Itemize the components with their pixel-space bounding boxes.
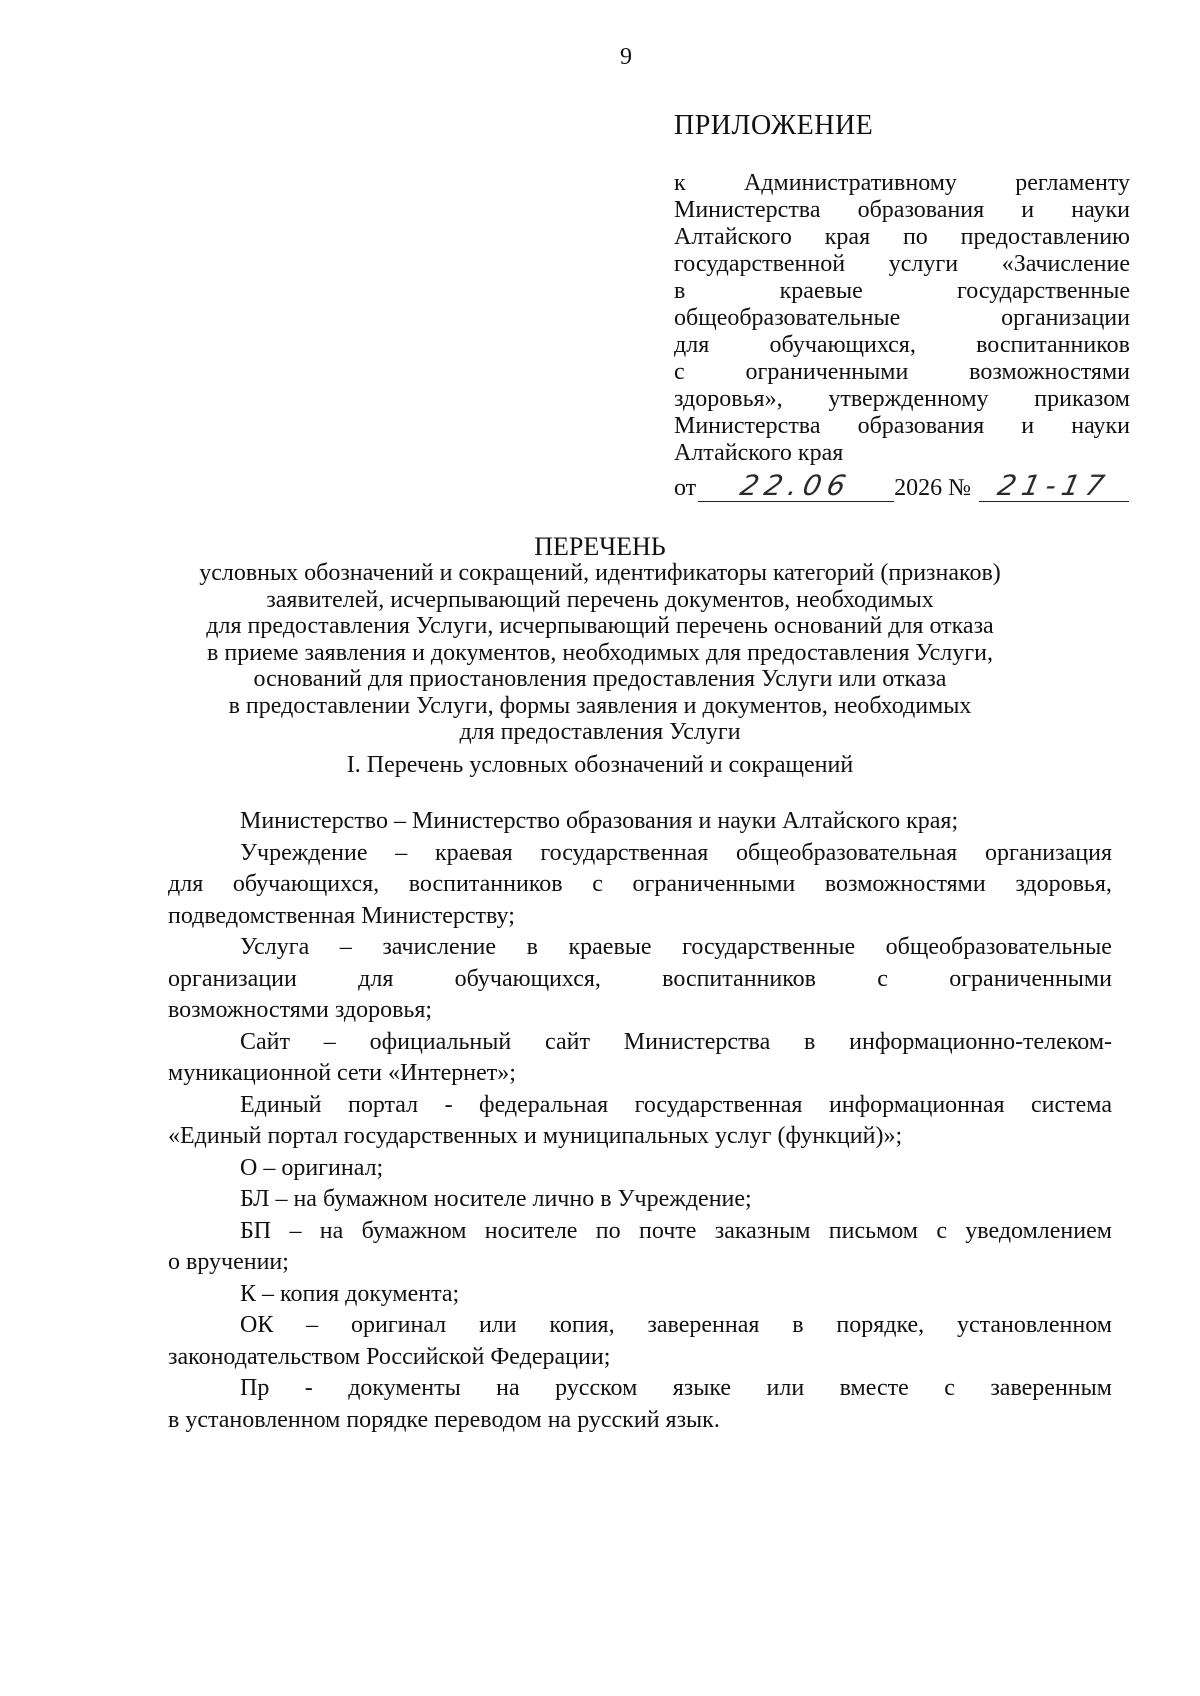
approval-word: к (674, 170, 686, 196)
definition-word: Министерство – Министерство образования и науки Алтайского края; (240, 808, 959, 834)
definition-word: – (339, 934, 352, 960)
subtitle-line: оснований для приостановления предоставления Услуги или отказа (253, 666, 947, 692)
definition-word: обучающихся, (454, 965, 601, 992)
approval-line (674, 278, 1130, 305)
definition-word: портал (347, 1091, 419, 1118)
definition-word: Сайт (240, 1028, 290, 1055)
approval-word: государственные (957, 278, 1130, 304)
definition-line (168, 1373, 1112, 1405)
definition-word: - (444, 1091, 453, 1118)
definition-word: – (289, 1217, 302, 1244)
definition-word: Пр (240, 1375, 270, 1401)
approval-word: в (674, 278, 686, 304)
definition-word: зачисление (382, 934, 497, 960)
definition-word: краевые (568, 934, 652, 960)
definition-word: Учреждение (240, 839, 368, 866)
approval-word: с (674, 359, 685, 385)
approval-word: науки (1071, 413, 1130, 439)
definition-word: государственная (540, 839, 709, 866)
approval-word: предоставлению (960, 224, 1130, 250)
approval-word: воспитанников (976, 332, 1130, 358)
handwritten-order-number: 21-17 (994, 469, 1114, 502)
definition-line (168, 964, 1112, 996)
definition-word: с (877, 965, 888, 992)
definition-word: Министерства (623, 1028, 771, 1055)
subtitle-line: в приеме заявления и документов, необходимых для предоставления Услуги, (207, 639, 993, 666)
definition-line (168, 1342, 1112, 1374)
order-number-field (979, 471, 1129, 502)
definition-word: или (478, 1312, 517, 1338)
definition-word: заверенная (647, 1312, 760, 1338)
approval-word: и (1021, 197, 1035, 223)
definition-word: письмом (828, 1217, 918, 1244)
section-heading: I. Перечень условных обозначений и сокращений (346, 752, 854, 778)
definition-word: заверенным (990, 1375, 1112, 1401)
definition-line (168, 1405, 1112, 1437)
definition-word: подведомственная Министерству; (168, 902, 515, 929)
definition-word: обучающихся, (232, 871, 380, 897)
approval-line (674, 197, 1130, 224)
definition-word: возможностями (824, 871, 986, 897)
definition-word: или (766, 1375, 805, 1401)
definition-paragraph (168, 838, 1112, 933)
approval-word: возможностями (969, 359, 1130, 385)
definition-word: в (792, 1312, 804, 1338)
definition-word: русском (555, 1375, 638, 1401)
definition-word: государственная (634, 1091, 803, 1118)
definition-paragraph (168, 806, 1112, 838)
definition-word: с (592, 871, 603, 897)
definition-paragraph (168, 1090, 1112, 1153)
definition-paragraph (168, 932, 1112, 1027)
definition-line (168, 806, 1112, 838)
approval-date-row (674, 471, 1130, 502)
subtitle-line: условных обозначений и сокращений, идентификаторы категорий (признаков) (199, 560, 1001, 586)
definition-word: общеобразовательная (736, 839, 958, 866)
approval-word: образования (857, 197, 985, 223)
appendix-title: ПРИЛОЖЕНИЕ (674, 110, 874, 141)
subtitle-line: заявителей, исчерпывающий перечень документов, необходимых (266, 586, 934, 613)
definition-word: Единый (240, 1091, 322, 1118)
definitions-list (168, 806, 1112, 1436)
definition-word: «Единый портал государственных и муниципальных услуг (функций)»; (168, 1123, 903, 1149)
definition-word: возможностями здоровья; (168, 997, 433, 1023)
approval-line (674, 386, 1130, 413)
definition-word: вместе (839, 1375, 909, 1401)
approval-line (674, 413, 1130, 440)
approval-word: Административному (743, 170, 957, 196)
definition-word: оригинал (350, 1312, 447, 1338)
subtitle-line: в предоставлении Услуги, формы заявления и документов, необходимых (228, 692, 972, 719)
definition-line (168, 869, 1112, 901)
document-subtitle (120, 560, 1080, 746)
definition-word: общеобразовательные (885, 934, 1112, 960)
definition-word: почте (638, 1217, 697, 1244)
approval-word: Министерства (674, 197, 821, 223)
definition-paragraph (168, 1279, 1112, 1311)
definition-word: информационная (828, 1091, 1005, 1118)
definition-word: воспитанников (408, 871, 563, 897)
definition-paragraph (168, 1153, 1112, 1185)
definition-word: – (395, 839, 408, 866)
definition-word: законодательством Российской Федерации; (168, 1343, 611, 1370)
definition-word: федеральная (479, 1091, 609, 1118)
definition-line (168, 1121, 1112, 1153)
approval-word: государственной (674, 251, 846, 277)
definition-word: – (306, 1312, 319, 1338)
definition-word: копия, (549, 1312, 615, 1338)
definition-word: в (804, 1028, 816, 1055)
approval-word: науки (1071, 197, 1130, 223)
definition-word: государственные (682, 934, 856, 960)
approval-word: Алтайского (674, 224, 792, 250)
definition-word: организации (168, 965, 297, 992)
definition-word: бумажном (361, 1217, 467, 1244)
definition-word: установленном (956, 1312, 1112, 1338)
definition-word: языке (672, 1375, 732, 1401)
definition-word: воспитанников (662, 965, 817, 992)
approval-word: для (674, 332, 710, 358)
definition-word: официальный (369, 1028, 512, 1055)
definition-word: О – оригинал; (240, 1154, 384, 1181)
handwritten-date: 22.06 (737, 469, 855, 502)
approval-block (674, 170, 1130, 502)
definition-word: на (319, 1217, 344, 1244)
definition-word: ограниченными (632, 871, 796, 897)
definition-line (168, 932, 1112, 964)
definition-word: заказным (714, 1217, 811, 1244)
definition-word: Услуга (240, 934, 310, 960)
approval-word: образования (857, 413, 985, 439)
definition-word: для (358, 965, 394, 992)
approval-line (674, 305, 1130, 332)
approval-word: организации (1001, 305, 1130, 331)
date-prefix: от (674, 475, 697, 501)
approval-word: Министерства (674, 413, 821, 439)
definition-word: муникационной сети «Интернет»; (168, 1060, 516, 1086)
date-field (698, 471, 894, 502)
year-number-label: 2026 № (894, 475, 972, 501)
approval-word: краевые (779, 278, 863, 304)
definition-line (168, 1279, 1112, 1311)
definition-word: для (168, 871, 204, 897)
definition-paragraph (168, 1027, 1112, 1090)
approval-line (674, 440, 1130, 467)
approval-word: «Зачисление (1001, 251, 1130, 277)
definition-word: с (936, 1217, 947, 1244)
approval-word: и (1021, 413, 1035, 439)
definition-word: носителе (484, 1217, 578, 1244)
definition-word: о вручении; (168, 1249, 289, 1275)
approval-word: здоровья», (674, 386, 783, 412)
definition-word: система (1031, 1091, 1112, 1118)
definition-word: БЛ – на бумажном носителе лично в Учреждение; (240, 1186, 752, 1212)
definition-word: на (496, 1375, 520, 1401)
definition-paragraph (168, 1184, 1112, 1216)
approval-word: регламенту (1015, 170, 1130, 196)
definition-word: по (595, 1217, 621, 1244)
document-title: ПЕРЕЧЕНЬ (534, 532, 666, 561)
approval-line (674, 332, 1130, 359)
definition-line (168, 995, 1112, 1027)
definition-word: – (323, 1028, 336, 1055)
page-number: 9 (620, 44, 632, 70)
definition-line (168, 1027, 1112, 1059)
definition-word: К – копия документа; (240, 1280, 460, 1307)
subtitle-line: для предоставления Услуги (459, 719, 741, 745)
approval-text (674, 170, 1130, 467)
approval-line (674, 251, 1130, 278)
approval-word: утвержденному (828, 386, 989, 412)
definition-line (168, 1310, 1112, 1342)
definition-word: БП (240, 1217, 272, 1244)
definition-word: документы (348, 1375, 461, 1401)
definition-word: ограниченными (949, 965, 1112, 992)
approval-word: обучающихся, (769, 332, 916, 358)
definition-word: организация (984, 839, 1112, 866)
definition-line (168, 1058, 1112, 1090)
definition-line (168, 1153, 1112, 1185)
approval-word: края (824, 224, 871, 250)
approval-line (674, 224, 1130, 251)
definition-word: сайт (545, 1028, 590, 1055)
definition-line (168, 1247, 1112, 1279)
approval-word: ограниченными (745, 359, 909, 385)
definition-word: - (304, 1375, 313, 1401)
approval-word: услуги (888, 251, 959, 277)
definition-word: информационно-телеком- (849, 1028, 1112, 1055)
approval-word: по (902, 224, 928, 250)
approval-line (674, 170, 1130, 197)
definition-line (168, 1216, 1112, 1248)
definition-word: уведомлением (965, 1217, 1112, 1244)
definition-word: порядке, (836, 1312, 925, 1338)
approval-word: общеобразовательные (674, 305, 901, 331)
definition-line (168, 901, 1112, 933)
definition-paragraph (168, 1373, 1112, 1436)
subtitle-line: для предоставления Услуги, исчерпывающий перечень оснований для отказа (206, 613, 994, 639)
approval-word: Алтайского края (674, 440, 844, 466)
definition-word: краевая (434, 839, 513, 866)
definition-word: ОК (240, 1312, 274, 1338)
definition-word: в установленном порядке переводом на русский язык. (168, 1406, 720, 1433)
definition-line (168, 1090, 1112, 1122)
definition-word: с (944, 1375, 955, 1401)
approval-line (674, 359, 1130, 386)
definition-line (168, 1184, 1112, 1216)
definition-word: в (526, 934, 538, 960)
definition-word: здоровья, (1015, 871, 1112, 897)
definition-paragraph (168, 1216, 1112, 1279)
definition-line (168, 838, 1112, 870)
definition-paragraph (168, 1310, 1112, 1373)
approval-word: приказом (1034, 386, 1130, 412)
